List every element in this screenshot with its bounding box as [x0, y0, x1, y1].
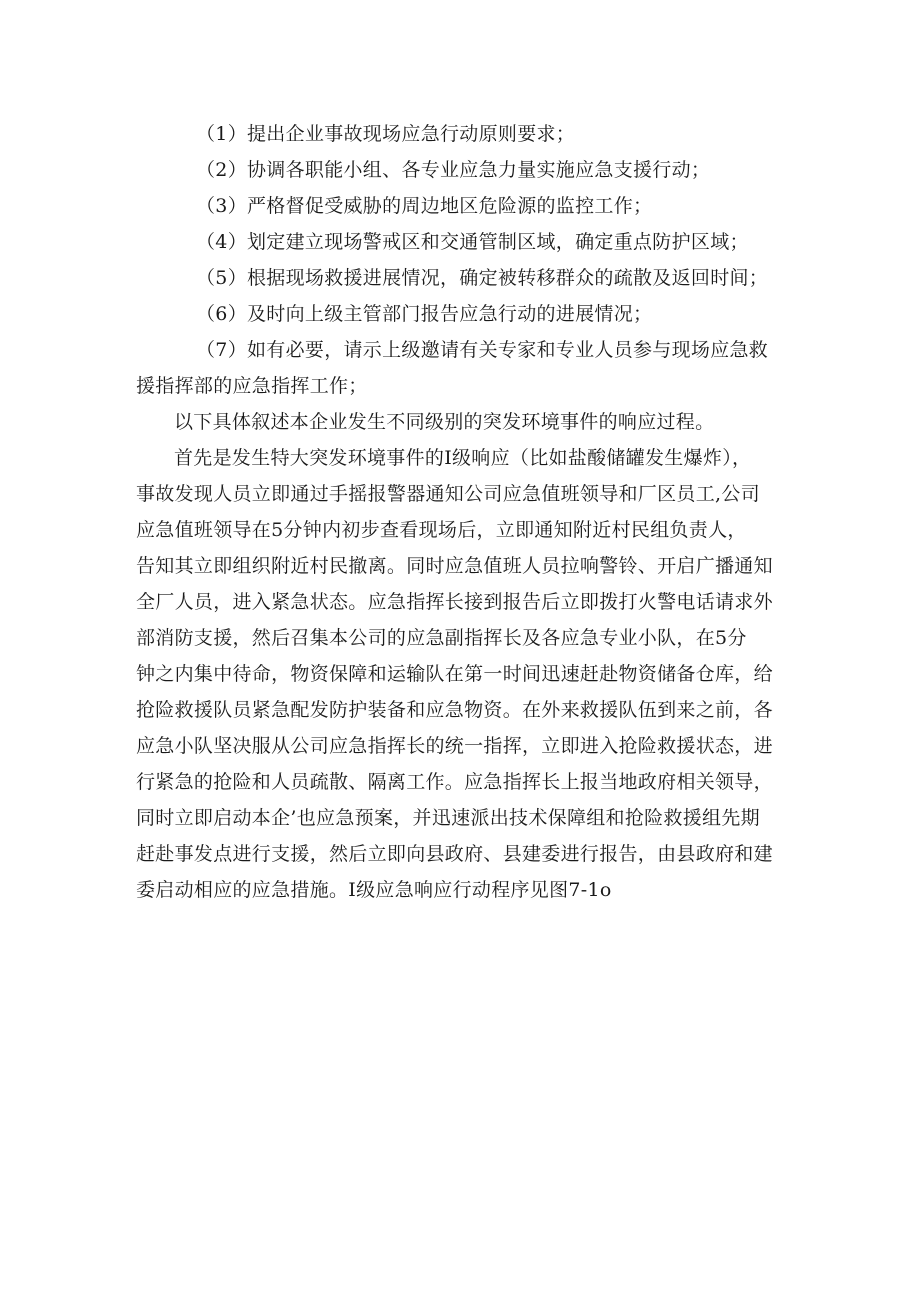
- paragraph-line: 事故发现人员立即通过手摇报警器通知公司应急值班领导和厂区员工,公司: [136, 483, 760, 505]
- list-item: （1）提出企业事故现场应急行动原则要求；: [196, 123, 576, 145]
- paragraph-line: 部消防支援，然后召集本公司的应急副指挥长及各应急专业小队，在5分: [136, 627, 747, 649]
- paragraph-line: 委启动相应的应急措施。Ⅰ级应急响应行动程序见图7-1o: [136, 879, 612, 901]
- paragraph-line: 应急小队坚决服从公司应急指挥长的统一指挥，立即进入抢险救援状态，进: [136, 735, 773, 757]
- paragraph-line: 赶赴事发点进行支援，然后立即向县政府、县建委进行报告，由县政府和建: [136, 843, 773, 865]
- paragraph-line: 行紧急的抢险和人员疏散、隔离工作。应急指挥长上报当地政府相关领导，: [136, 771, 773, 793]
- paragraph-line: 全厂人员，进入紧急状态。应急指挥长接到报告后立即拨打火警电话请求外: [136, 591, 773, 613]
- intro-paragraph: 以下具体叙述本企业发生不同级别的突发环境事件的响应过程。: [174, 411, 715, 433]
- paragraph-line: 钟之内集中待命，物资保障和运输队在第一时间迅速赶赴物资储备仓库，给: [136, 663, 773, 685]
- response-paragraph: [136, 440, 784, 908]
- list-item-line: 援指挥部的应急指挥工作；: [136, 375, 368, 397]
- paragraph-line: 首先是发生特大突发环境事件的Ⅰ级响应（比如盐酸储罐发生爆炸），: [174, 447, 752, 469]
- list-item: （2）协调各职能小组、各专业应急力量实施应急支援行动；: [196, 159, 711, 181]
- paragraph-line: 抢险救援队员紧急配发防护装备和应急物资。在外来救援队伍到来之前，各: [136, 699, 773, 721]
- paragraph-line: 告知其立即组织附近村民撤离。同时应急值班人员拉响警铃、开启广播通知: [136, 555, 773, 577]
- list-item-line: （7）如有必要，请示上级邀请有关专家和专业人员参与现场应急救: [196, 339, 769, 361]
- paragraph-line: 同时立即启动本企’也应急预案，并迅速派出技术保障组和抢险救援组先期: [136, 807, 760, 829]
- list-item-7: [136, 332, 784, 404]
- list-item: （6）及时向上级主管部门报告应急行动的进展情况；: [196, 303, 653, 325]
- document-body: [136, 116, 784, 908]
- list-item: （4）划定建立现场警戒区和交通管制区域，确定重点防护区域；: [196, 231, 749, 253]
- paragraph-line: 应急值班领导在5分钟内初步查看现场后，立即通知附近村民组负责人，: [136, 519, 747, 541]
- list-item: （5）根据现场救援进展情况，确定被转移群众的疏散及返回时间；: [196, 267, 769, 289]
- list-item: （3）严格督促受威胁的周边地区危险源的监控工作；: [196, 195, 653, 217]
